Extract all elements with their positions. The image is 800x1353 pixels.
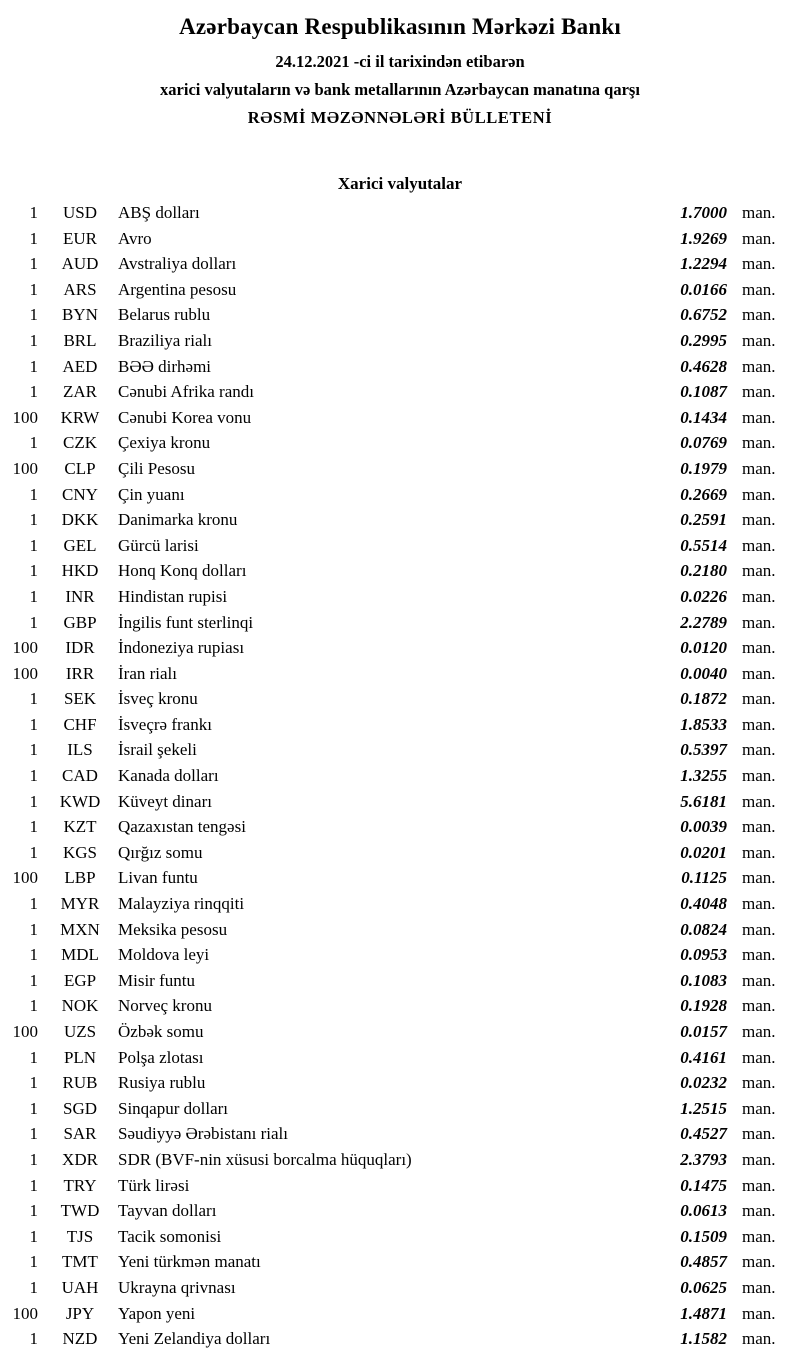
rate-row [0,1275,800,1301]
currency-name: Ukrayna qrivnası [118,1277,236,1297]
unit-label: man. [742,433,776,453]
quantity: 1 [29,1252,38,1272]
currency-name: Moldova leyi [118,945,210,965]
bulletin-title-line: RƏSMİ MƏZƏNNƏLƏRİ BÜLLETENİ [247,108,553,127]
rate-value: 0.1872 [680,689,727,709]
currency-name: Polşa zlotası [118,1047,204,1067]
unit-label: man. [742,714,776,734]
currency-code: BRL [63,330,97,350]
currency-name: Cənubi Afrika randı [118,382,254,402]
rate-value: 0.0232 [680,1073,727,1093]
rate-value: 0.0040 [680,663,727,683]
unit-label: man. [742,817,776,837]
currency-name: Malayziya rinqqiti [118,894,245,914]
currency-code: SEK [63,689,97,709]
currency-code: UAH [61,1277,99,1297]
unit-label: man. [742,1047,776,1067]
rate-row [0,1224,800,1250]
rate-row [0,635,800,661]
currency-name: İsveçrə frankı [118,714,212,734]
currency-name: Yeni Zelandiya dolları [118,1329,271,1349]
currency-name: Argentina pesosu [118,279,237,299]
unit-label: man. [742,1252,776,1272]
quantity: 1 [29,766,38,786]
currency-code: KRW [60,407,100,427]
rate-value: 0.0166 [680,279,727,299]
unit-label: man. [742,203,776,222]
currency-code: AED [62,356,98,376]
rate-row [0,661,800,687]
rate-value: 0.2591 [680,510,727,530]
currency-code: CZK [63,433,97,453]
quantity: 1 [29,1098,38,1118]
quantity: 1 [29,535,38,555]
unit-label: man. [742,407,776,427]
bulletin-header [0,14,800,132]
unit-label: man. [742,1022,776,1041]
rate-row [0,507,800,533]
rate-row [0,789,800,815]
currency-name: Gürcü larisi [118,535,199,555]
rate-value: 0.1083 [680,970,727,990]
currency-name: BƏƏ dirhəmi [118,356,212,376]
unit-label: man. [742,356,776,376]
rate-row [0,354,800,380]
unit-label: man. [742,791,776,811]
quantity: 1 [29,1047,38,1067]
currency-name: Avro [118,228,152,248]
currency-name: ABŞ dolları [118,203,200,222]
rate-row [0,968,800,994]
rate-value: 0.0120 [680,638,727,658]
rate-value: 1.9269 [680,228,727,248]
currency-name: Küveyt dinarı [118,791,212,811]
currency-name: Çin yuanı [118,484,185,504]
currency-name: Türk lirəsi [118,1175,190,1195]
quantity: 1 [29,1149,38,1169]
quantity: 1 [29,1073,38,1093]
currency-code: SAR [63,1124,97,1144]
currency-code: CAD [62,766,98,786]
currency-name: Kanada dolları [118,766,219,786]
rate-value: 0.5397 [680,740,727,760]
rate-value: 0.1979 [680,458,727,478]
quantity: 1 [29,612,38,632]
currency-name: Norveç kronu [118,996,212,1016]
unit-label: man. [742,330,776,350]
rate-row [0,737,800,763]
currency-code: AUD [61,254,99,274]
quantity: 100 [12,1303,38,1323]
rate-value: 0.2669 [680,484,727,504]
currency-name: Özbək somu [118,1022,204,1041]
currency-code: NOK [61,996,99,1016]
quantity: 1 [29,305,38,325]
section-title: Xarici valyutalar [337,174,463,193]
currency-name: Çili Pesosu [118,458,195,478]
rate-value: 0.0226 [680,586,727,606]
quantity: 1 [29,1124,38,1144]
currency-name: Çexiya kronu [118,433,211,453]
currency-code: KWD [59,791,101,811]
currency-name: Hindistan rupisi [118,586,228,606]
rate-value: 1.2515 [680,1098,727,1118]
unit-label: man. [742,510,776,530]
unit-label: man. [742,1226,776,1246]
rate-row [0,277,800,303]
currency-name: Tayvan dolları [118,1201,217,1221]
currency-code: GEL [63,535,97,555]
rate-row [0,1198,800,1224]
currency-code: XDR [62,1149,98,1169]
quantity: 1 [29,254,38,274]
rate-row [0,712,800,738]
currency-name: Meksika pesosu [118,919,228,939]
currency-code: SGD [62,1098,97,1118]
currency-code: MXN [60,919,100,939]
currency-code: LBP [64,868,96,888]
rate-row [0,1096,800,1122]
quantity: 1 [29,484,38,504]
rate-value: 0.4161 [680,1047,727,1067]
currency-code: PLN [63,1047,97,1067]
bank-title: Azərbaycan Respublikasının Mərkəzi Bankı [179,14,621,39]
rate-row [0,1301,800,1327]
currency-name: Belarus rublu [118,305,211,325]
currency-name: İran rialı [118,663,177,683]
currency-name: Qırğız somu [118,842,203,862]
currency-code: KGS [62,842,97,862]
rate-row [0,533,800,559]
rate-value: 0.0613 [680,1201,727,1221]
currency-name: Braziliya rialı [118,330,212,350]
unit-label: man. [742,458,776,478]
rate-value: 0.5514 [680,535,727,555]
quantity: 100 [12,458,38,478]
rate-row [0,251,800,277]
currency-code: CNY [62,484,98,504]
rate-row [0,405,800,431]
rate-value: 1.1582 [680,1329,727,1349]
rate-row [0,686,800,712]
currency-code: UZS [63,1022,97,1041]
currency-code: USD [62,203,97,222]
unit-label: man. [742,868,776,888]
unit-label: man. [742,279,776,299]
rate-value: 1.8533 [680,714,727,734]
rate-value: 0.0769 [680,433,727,453]
quantity: 100 [12,663,38,683]
unit-label: man. [742,1073,776,1093]
currency-code: GBP [63,612,97,632]
currency-name: SDR (BVF-nin xüsusi borcalma hüquqları) [118,1149,412,1169]
unit-label: man. [742,663,776,683]
rate-row [0,891,800,917]
quantity: 1 [29,433,38,453]
rate-row [0,1045,800,1071]
currency-name: Avstraliya dolları [118,254,237,274]
rate-row [0,1070,800,1096]
rate-value: 0.0824 [680,919,727,939]
rate-value: 0.6752 [680,305,727,325]
unit-label: man. [742,638,776,658]
currency-code: TWD [60,1201,100,1221]
unit-label: man. [742,894,776,914]
rate-row [0,1249,800,1275]
unit-label: man. [742,970,776,990]
quantity: 1 [29,356,38,376]
rate-value: 0.4527 [680,1124,727,1144]
currency-code: TRY [63,1175,97,1195]
currency-name: İndoneziya rupiası [118,638,245,658]
rate-row [0,558,800,584]
unit-label: man. [742,586,776,606]
currency-code: ZAR [63,382,97,402]
rates-table [0,200,800,1352]
rate-value: 5.6181 [680,791,727,811]
unit-label: man. [742,228,776,248]
currency-code: BYN [62,305,98,325]
currency-code: NZD [62,1329,98,1349]
currency-code: CLP [64,458,96,478]
quantity: 1 [29,382,38,402]
rate-value: 0.1475 [680,1175,727,1195]
rate-row [0,1121,800,1147]
currency-code: IDR [65,638,95,658]
unit-label: man. [742,1201,776,1221]
rate-value: 1.7000 [680,203,727,222]
quantity: 1 [29,919,38,939]
unit-label: man. [742,842,776,862]
rate-value: 0.1125 [681,868,727,888]
quantity: 1 [29,996,38,1016]
unit-label: man. [742,1329,776,1349]
quantity: 1 [29,279,38,299]
unit-label: man. [742,1303,776,1323]
unit-label: man. [742,535,776,555]
quantity: 100 [12,638,38,658]
quantity: 1 [29,1175,38,1195]
quantity: 1 [29,1277,38,1297]
rate-row [0,328,800,354]
rate-row [0,942,800,968]
currency-code: TMT [62,1252,98,1272]
rate-value: 0.4048 [680,894,727,914]
currency-code: INR [65,586,95,606]
unit-label: man. [742,945,776,965]
rate-row [0,610,800,636]
quantity: 1 [29,894,38,914]
quantity: 1 [29,689,38,709]
unit-label: man. [742,1175,776,1195]
unit-label: man. [742,1277,776,1297]
currency-code: JPY [65,1303,95,1323]
currency-name: Yapon yeni [118,1303,196,1323]
rate-row [0,993,800,1019]
quantity: 1 [29,561,38,581]
currency-name: İsveç kronu [118,689,198,709]
quantity: 1 [29,740,38,760]
quantity: 100 [12,868,38,888]
currency-name: Cənubi Korea vonu [118,407,252,427]
rate-value: 0.0039 [680,817,727,837]
currency-name: Qazaxıstan tengəsi [118,817,246,837]
rate-value: 0.4857 [680,1252,727,1272]
rate-row [0,430,800,456]
rate-value: 1.4871 [680,1303,727,1323]
rate-value: 0.2995 [680,330,727,350]
rate-value: 0.0625 [680,1277,727,1297]
rate-row [0,1326,800,1352]
quantity: 1 [29,1226,38,1246]
quantity: 1 [29,586,38,606]
rate-value: 2.3793 [680,1149,727,1169]
rate-value: 1.3255 [680,766,727,786]
unit-label: man. [742,484,776,504]
currency-code: IRR [65,663,95,683]
quantity: 1 [29,203,38,222]
unit-label: man. [742,305,776,325]
quantity: 100 [12,407,38,427]
quantity: 1 [29,842,38,862]
rate-row [0,482,800,508]
quantity: 1 [29,510,38,530]
quantity: 1 [29,1201,38,1221]
quantity: 1 [29,228,38,248]
currency-code: MDL [61,945,99,965]
rate-row [0,1147,800,1173]
unit-label: man. [742,689,776,709]
rate-value: 0.4628 [680,356,727,376]
unit-label: man. [742,740,776,760]
currency-name: Tacik somonisi [118,1226,222,1246]
rate-value: 0.0201 [680,842,727,862]
unit-label: man. [742,1098,776,1118]
rate-row [0,814,800,840]
currency-code: HKD [61,561,99,581]
currency-code: TJS [66,1226,94,1246]
currency-code: ARS [63,279,97,299]
rate-row [0,200,800,226]
currency-name: Yeni türkmən manatı [118,1252,261,1272]
unit-label: man. [742,766,776,786]
rate-value: 0.1087 [680,382,727,402]
rate-value: 1.2294 [680,254,727,274]
currency-code: RUB [62,1073,98,1093]
unit-label: man. [742,1149,776,1169]
currency-name: Rusiya rublu [118,1073,206,1093]
quantity: 1 [29,970,38,990]
rate-row [0,1173,800,1199]
rate-row [0,302,800,328]
quantity: 1 [29,945,38,965]
rate-row [0,584,800,610]
currency-name: Honq Konq dolları [118,561,247,581]
rate-row [0,840,800,866]
rate-value: 0.0953 [680,945,727,965]
unit-label: man. [742,996,776,1016]
currency-name: Livan funtu [118,868,198,888]
currency-code: CHF [63,714,97,734]
rate-value: 0.1509 [680,1226,727,1246]
rate-value: 2.2789 [680,612,727,632]
currency-code: DKK [61,510,99,530]
rate-row [0,763,800,789]
unit-label: man. [742,382,776,402]
currency-name: Danimarka kronu [118,510,238,530]
rate-row [0,456,800,482]
rate-row [0,379,800,405]
currency-name: Misir funtu [118,970,195,990]
unit-label: man. [742,254,776,274]
currency-name: İsrail şekeli [118,740,197,760]
rate-value: 0.0157 [680,1022,727,1041]
currency-code: EUR [63,228,97,248]
rate-value: 0.2180 [680,561,727,581]
unit-label: man. [742,919,776,939]
quantity: 1 [29,1329,38,1349]
quantity: 1 [29,791,38,811]
unit-label: man. [742,612,776,632]
rate-row [0,917,800,943]
effective-date-line: 24.12.2021 -ci il tarixindən etibarən [275,52,525,71]
rate-row [0,226,800,252]
quantity: 1 [29,817,38,837]
currency-name: Səudiyyə Ərəbistanı rialı [118,1124,288,1144]
rate-value: 0.1434 [680,407,727,427]
unit-label: man. [742,561,776,581]
rate-value: 0.1928 [680,996,727,1016]
description-line: xarici valyutaların və bank metallarının Azərbaycan manatına qarşı [160,80,640,99]
currency-code: ILS [67,740,93,760]
quantity: 1 [29,714,38,734]
rate-row [0,865,800,891]
currency-name: İngilis funt sterlinqi [118,612,254,632]
currency-code: KZT [63,817,97,837]
rate-row [0,1019,800,1045]
currency-code: MYR [60,894,100,914]
unit-label: man. [742,1124,776,1144]
quantity: 100 [12,1022,38,1041]
currency-name: Sinqapur dolları [118,1098,229,1118]
quantity: 1 [29,330,38,350]
currency-code: EGP [63,970,97,990]
